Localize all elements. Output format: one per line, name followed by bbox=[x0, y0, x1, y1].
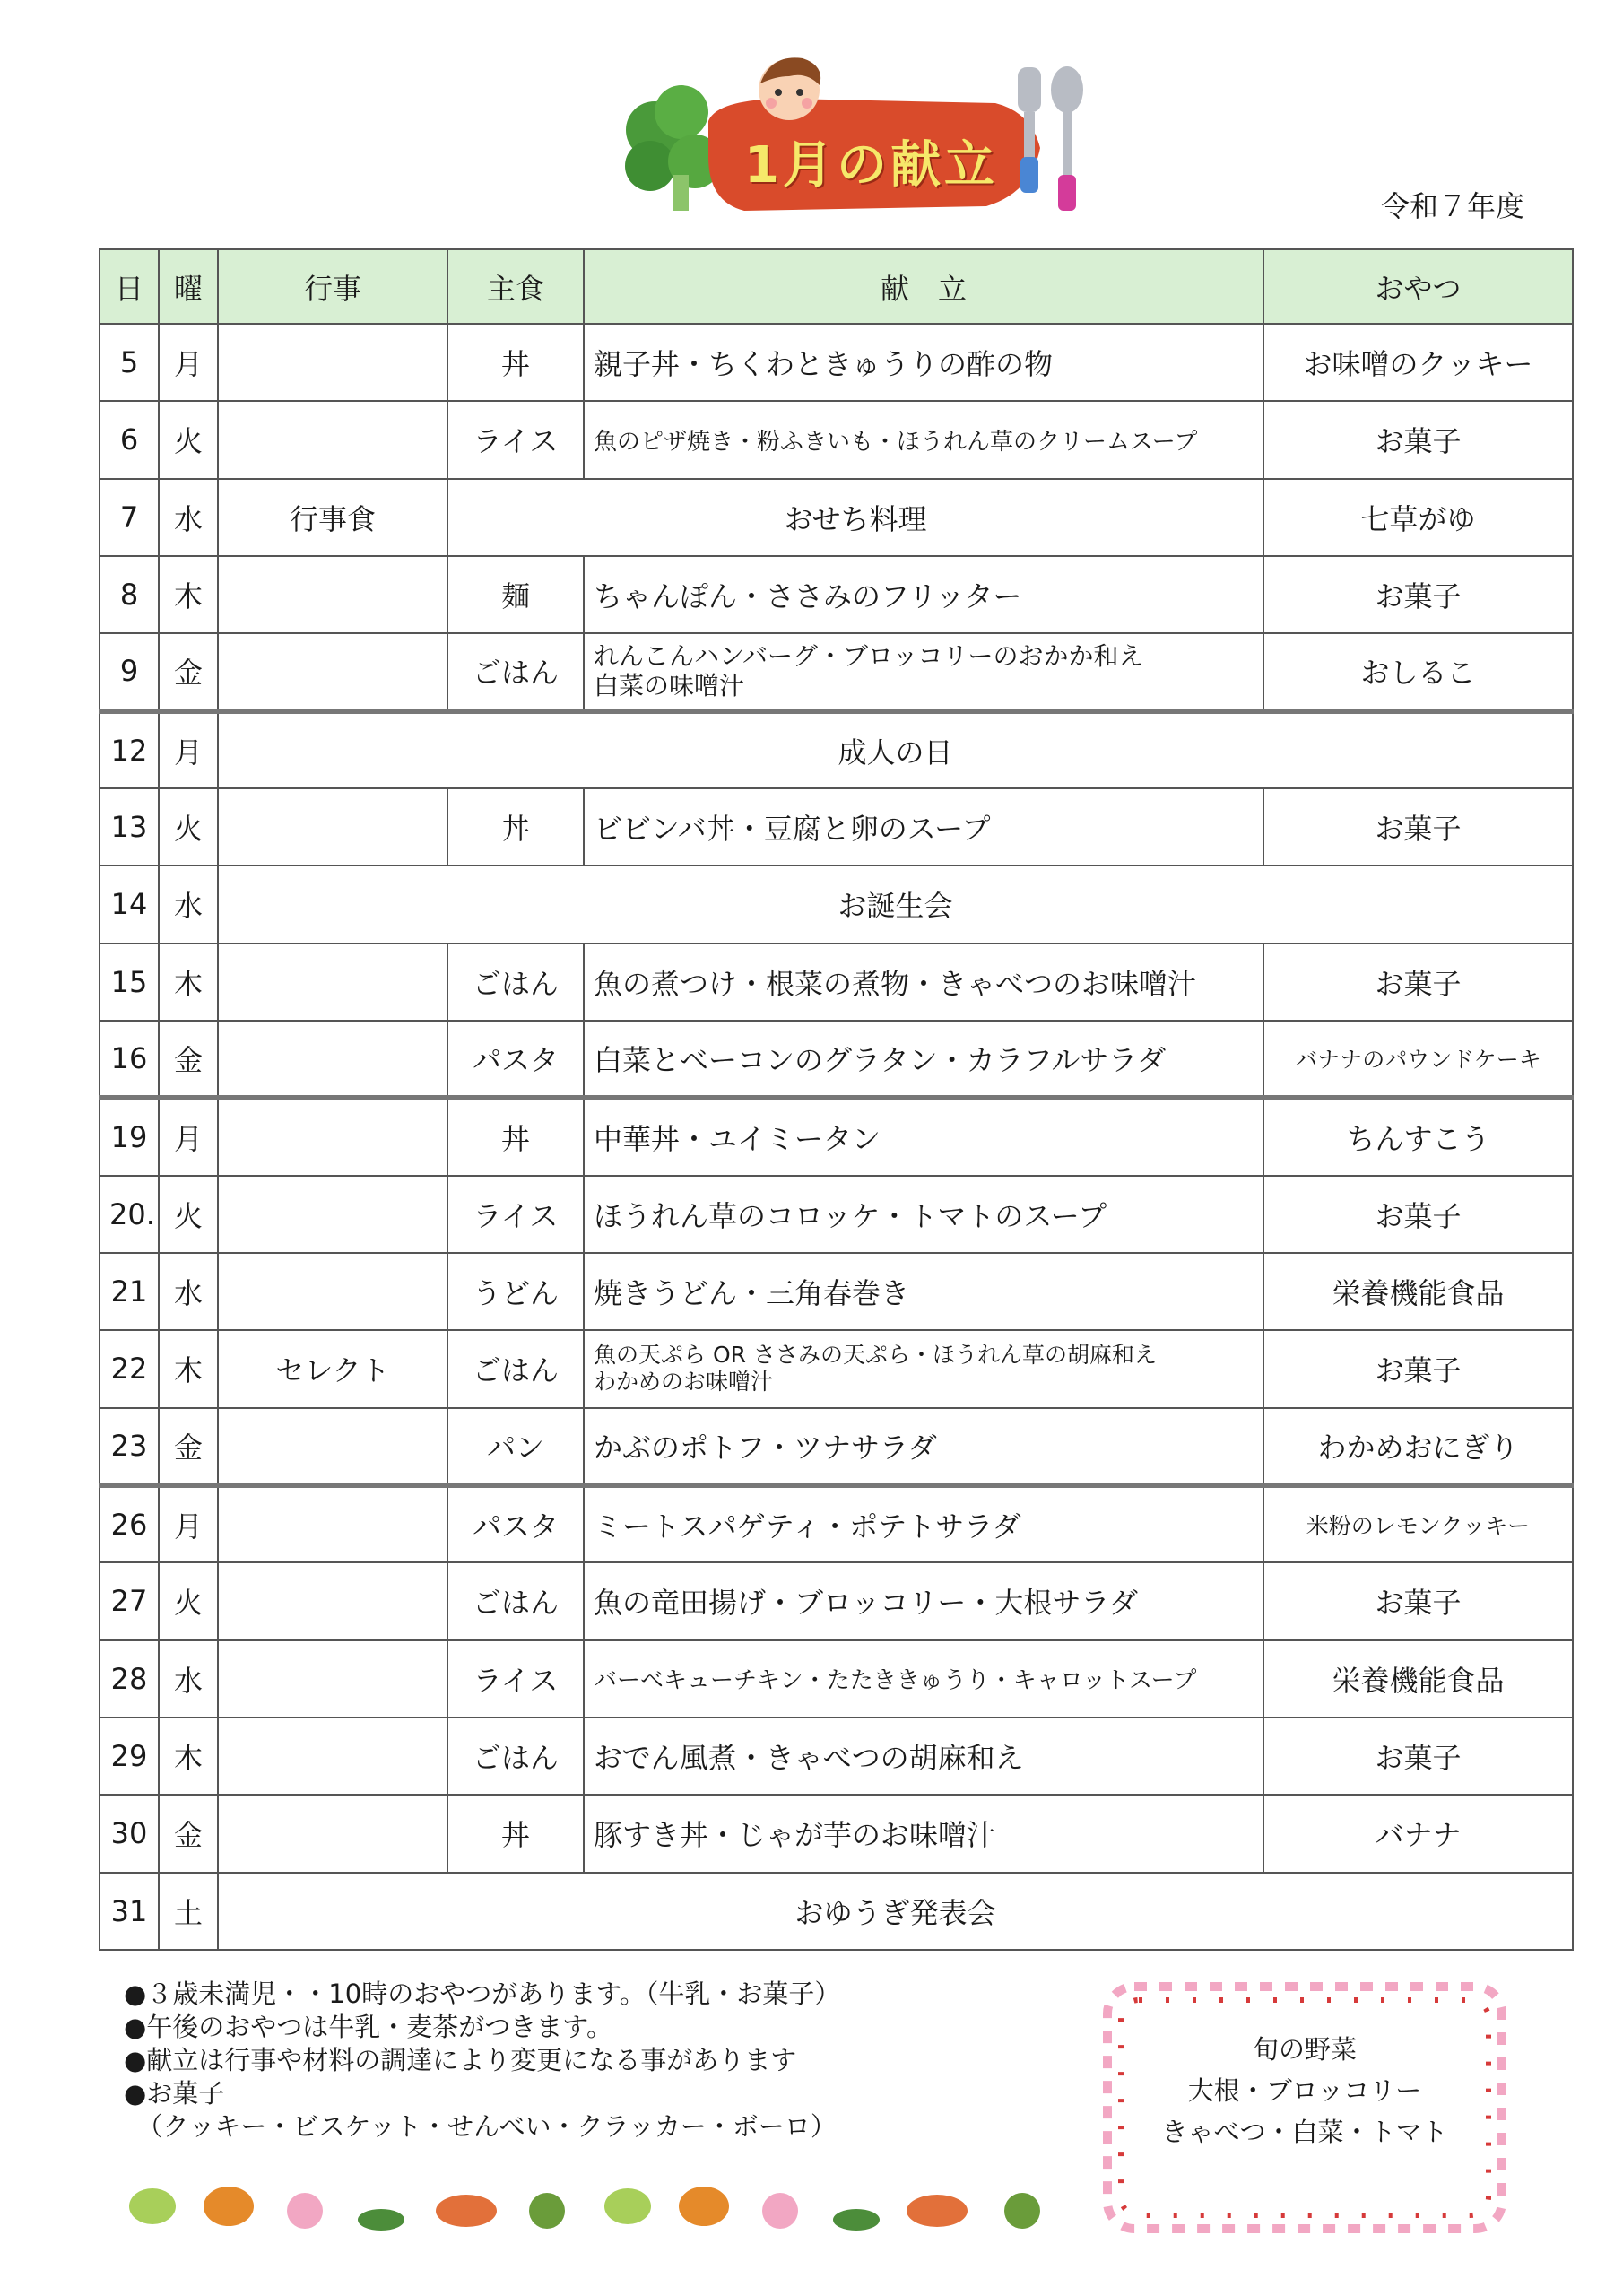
menu-cell: 豚すき丼・じゃが芋のお味噌汁 bbox=[584, 1795, 1263, 1872]
weekday-cell: 月 bbox=[159, 324, 218, 401]
menu-line: 白菜の味噌汁 bbox=[594, 671, 745, 701]
menu-cell bbox=[584, 1330, 1263, 1407]
seasonal-line: きゃべつ・白菜・トマト bbox=[1161, 2117, 1448, 2147]
menu-cell: 親子丼・ちくわときゅうりの酢の物 bbox=[584, 324, 1263, 401]
menu-line: 魚の天ぷら OR ささみの天ぷら・ほうれん草の胡麻和え bbox=[594, 1342, 1157, 1369]
weekday-cell: 火 bbox=[159, 401, 218, 478]
table-row bbox=[100, 556, 1573, 633]
day-cell: 5 bbox=[100, 324, 159, 401]
table-row bbox=[100, 479, 1573, 556]
column-header-weekday: 曜 bbox=[159, 249, 218, 324]
event-cell bbox=[218, 788, 447, 865]
menu-cell: ちゃんぽん・ささみのフリッター bbox=[584, 556, 1263, 633]
event-cell bbox=[218, 401, 447, 478]
day-cell: 23 bbox=[100, 1408, 159, 1485]
weekday-cell: 木 bbox=[159, 1718, 218, 1795]
weekday-cell: 火 bbox=[159, 788, 218, 865]
day-cell: 13 bbox=[100, 788, 159, 865]
note-item: ●献立は行事や材料の調達により変更になる事があります bbox=[124, 2045, 797, 2075]
day-cell: 19 bbox=[100, 1098, 159, 1175]
note-item: （クッキー・ビスケット・せんべい・クラッカー・ボーロ） bbox=[124, 2111, 837, 2142]
staple-cell: パスタ bbox=[447, 1021, 584, 1098]
staple-cell: ごはん bbox=[447, 944, 584, 1021]
event-cell bbox=[218, 1253, 447, 1330]
weekday-cell: 金 bbox=[159, 633, 218, 710]
snack-cell: お菓子 bbox=[1263, 401, 1573, 478]
menu-cell bbox=[584, 633, 1263, 710]
staple-cell: 丼 bbox=[447, 324, 584, 401]
day-cell: 28 bbox=[100, 1640, 159, 1718]
table-row bbox=[100, 1795, 1573, 1872]
table-row bbox=[100, 324, 1573, 401]
menu-cell: 魚の煮つけ・根菜の煮物・きゃべつのお味噌汁 bbox=[584, 944, 1263, 1021]
day-cell: 20. bbox=[100, 1176, 159, 1253]
page-title: 1月の献立 bbox=[744, 136, 998, 195]
event-day-cell: お誕生会 bbox=[218, 865, 1573, 943]
staple-cell: ライス bbox=[447, 1640, 584, 1718]
seasonal-vegetables bbox=[1112, 2029, 1497, 2152]
table-row bbox=[100, 1640, 1573, 1718]
weekday-cell: 月 bbox=[159, 1485, 218, 1562]
column-header-event: 行事 bbox=[218, 249, 447, 324]
seasonal-line: 大根・ブロッコリー bbox=[1187, 2075, 1422, 2106]
note-item: ●お菓子 bbox=[124, 2078, 225, 2109]
weekday-cell: 金 bbox=[159, 1021, 218, 1098]
staple-cell: ごはん bbox=[447, 1718, 584, 1795]
weekday-cell: 金 bbox=[159, 1795, 218, 1872]
column-header-day: 日 bbox=[100, 249, 159, 324]
event-cell bbox=[218, 1562, 447, 1639]
snack-cell: わかめおにぎり bbox=[1263, 1408, 1573, 1485]
notes-list bbox=[124, 1978, 840, 2144]
day-cell: 29 bbox=[100, 1718, 159, 1795]
table-row bbox=[100, 865, 1573, 943]
page-header bbox=[0, 0, 1623, 242]
event-cell bbox=[218, 324, 447, 401]
day-cell: 7 bbox=[100, 479, 159, 556]
weekday-cell: 月 bbox=[159, 1098, 218, 1175]
day-cell: 9 bbox=[100, 633, 159, 710]
weekday-cell: 土 bbox=[159, 1873, 218, 1950]
fiscal-year-label: 令和７年度 bbox=[1381, 189, 1525, 223]
snack-cell: 米粉のレモンクッキー bbox=[1263, 1485, 1573, 1562]
spoon-icon bbox=[1051, 66, 1083, 211]
menu-line: れんこんハンバーグ・ブロッコリーのおかか和え bbox=[594, 640, 1144, 671]
weekday-cell: 木 bbox=[159, 1330, 218, 1407]
table-row bbox=[100, 633, 1573, 710]
staple-cell: ごはん bbox=[447, 1562, 584, 1639]
snack-cell: 栄養機能食品 bbox=[1263, 1640, 1573, 1718]
snack-cell: おしるこ bbox=[1263, 633, 1573, 710]
food-icons bbox=[129, 2187, 1040, 2231]
seasonal-title: 旬の野菜 bbox=[1252, 2034, 1357, 2065]
broccoli-icon bbox=[625, 85, 722, 211]
table-row bbox=[100, 1873, 1573, 1950]
table-header-row bbox=[100, 249, 1573, 324]
weekday-cell: 木 bbox=[159, 944, 218, 1021]
snack-cell: お菓子 bbox=[1263, 788, 1573, 865]
menu-cell: 中華丼・ユイミータン bbox=[584, 1098, 1263, 1175]
weekday-cell: 水 bbox=[159, 865, 218, 943]
menu-cell: かぶのポトフ・ツナサラダ bbox=[584, 1408, 1263, 1485]
snack-cell: ちんすこう bbox=[1263, 1098, 1573, 1175]
menu-cell: ほうれん草のコロッケ・トマトのスープ bbox=[584, 1176, 1263, 1253]
snack-cell: お味噌のクッキー bbox=[1263, 324, 1573, 401]
snack-cell: お菓子 bbox=[1263, 1330, 1573, 1407]
table-row bbox=[100, 711, 1573, 788]
menu-table bbox=[99, 248, 1574, 1951]
staple-cell: ごはん bbox=[447, 1330, 584, 1407]
staple-cell: 丼 bbox=[447, 788, 584, 865]
staple-cell: ライス bbox=[447, 1176, 584, 1253]
table-row bbox=[100, 1021, 1573, 1098]
day-cell: 12 bbox=[100, 711, 159, 788]
menu-cell: 白菜とベーコンのグラタン・カラフルサラダ bbox=[584, 1021, 1263, 1098]
menu-cell: 魚のピザ焼き・粉ふきいも・ほうれん草のクリームスープ bbox=[584, 401, 1263, 478]
table-row bbox=[100, 1718, 1573, 1795]
snack-cell: お菓子 bbox=[1263, 1562, 1573, 1639]
weekday-cell: 火 bbox=[159, 1176, 218, 1253]
weekday-cell: 木 bbox=[159, 556, 218, 633]
staple-cell: 麺 bbox=[447, 556, 584, 633]
snack-cell: お菓子 bbox=[1263, 1176, 1573, 1253]
event-cell bbox=[218, 556, 447, 633]
column-header-staple: 主食 bbox=[447, 249, 584, 324]
weekday-cell: 水 bbox=[159, 1253, 218, 1330]
day-cell: 27 bbox=[100, 1562, 159, 1639]
menu-cell: ビビンバ丼・豆腐と卵のスープ bbox=[584, 788, 1263, 865]
menu-line: わかめのお味噌汁 bbox=[594, 1369, 774, 1396]
event-cell bbox=[218, 1718, 447, 1795]
note-item: ●３歳未満児・・10時のおやつがあります。（牛乳・お菓子） bbox=[124, 1979, 841, 2009]
day-cell: 22 bbox=[100, 1330, 159, 1407]
weekday-cell: 水 bbox=[159, 479, 218, 556]
menu-cell: ミートスパゲティ・ポテトサラダ bbox=[584, 1485, 1263, 1562]
table-row bbox=[100, 788, 1573, 865]
snack-cell: お菓子 bbox=[1263, 1718, 1573, 1795]
day-cell: 21 bbox=[100, 1253, 159, 1330]
event-cell: セレクト bbox=[218, 1330, 447, 1407]
snack-cell: バナナ bbox=[1263, 1795, 1573, 1872]
staple-cell: 丼 bbox=[447, 1795, 584, 1872]
table-row bbox=[100, 1253, 1573, 1330]
weekday-cell: 水 bbox=[159, 1640, 218, 1718]
day-cell: 31 bbox=[100, 1873, 159, 1950]
event-cell bbox=[218, 1098, 447, 1175]
staple-cell: パスタ bbox=[447, 1485, 584, 1562]
weekday-cell: 月 bbox=[159, 711, 218, 788]
table-row bbox=[100, 1176, 1573, 1253]
merged-menu-cell: おせち料理 bbox=[447, 479, 1263, 556]
note-item: ●午後のおやつは牛乳・麦茶がつきます。 bbox=[124, 2012, 612, 2042]
menu-cell: おでん風煮・きゃべつの胡麻和え bbox=[584, 1718, 1263, 1795]
table-row bbox=[100, 1562, 1573, 1639]
table-row bbox=[100, 1330, 1573, 1407]
weekday-cell: 火 bbox=[159, 1562, 218, 1639]
staple-cell: パン bbox=[447, 1408, 584, 1485]
snack-cell: お菓子 bbox=[1263, 944, 1573, 1021]
day-cell: 26 bbox=[100, 1485, 159, 1562]
event-cell bbox=[218, 944, 447, 1021]
staple-cell: ライス bbox=[447, 401, 584, 478]
event-day-cell: おゆうぎ発表会 bbox=[218, 1873, 1573, 1950]
table-row bbox=[100, 1098, 1573, 1175]
food-decoration-row bbox=[126, 2161, 1058, 2251]
menu-cell: 焼きうどん・三角春巻き bbox=[584, 1253, 1263, 1330]
day-cell: 16 bbox=[100, 1021, 159, 1098]
menu-cell: バーベキューチキン・たたききゅうり・キャロットスープ bbox=[584, 1640, 1263, 1718]
event-cell bbox=[218, 1485, 447, 1562]
column-header-snack: おやつ bbox=[1263, 249, 1573, 324]
event-cell bbox=[218, 1795, 447, 1872]
day-cell: 8 bbox=[100, 556, 159, 633]
table-row bbox=[100, 1485, 1573, 1562]
staple-cell: 丼 bbox=[447, 1098, 584, 1175]
snack-cell: 栄養機能食品 bbox=[1263, 1253, 1573, 1330]
staple-cell: ごはん bbox=[447, 633, 584, 710]
snack-cell: バナナのパウンドケーキ bbox=[1263, 1021, 1573, 1098]
event-cell bbox=[218, 1640, 447, 1718]
snack-cell: 七草がゆ bbox=[1263, 479, 1573, 556]
table-row bbox=[100, 1408, 1573, 1485]
column-header-menu: 献 立 bbox=[584, 249, 1263, 324]
table-row bbox=[100, 401, 1573, 478]
snack-cell: お菓子 bbox=[1263, 556, 1573, 633]
menu-cell: 魚の竜田揚げ・ブロッコリー・大根サラダ bbox=[584, 1562, 1263, 1639]
table-row bbox=[100, 944, 1573, 1021]
weekday-cell: 金 bbox=[159, 1408, 218, 1485]
event-cell bbox=[218, 1408, 447, 1485]
day-cell: 30 bbox=[100, 1795, 159, 1872]
staple-cell: うどん bbox=[447, 1253, 584, 1330]
event-cell bbox=[218, 1021, 447, 1098]
day-cell: 15 bbox=[100, 944, 159, 1021]
event-cell: 行事食 bbox=[218, 479, 447, 556]
day-cell: 6 bbox=[100, 401, 159, 478]
event-cell bbox=[218, 1176, 447, 1253]
holiday-cell: 成人の日 bbox=[218, 711, 1573, 788]
day-cell: 14 bbox=[100, 865, 159, 943]
event-cell bbox=[218, 633, 447, 710]
